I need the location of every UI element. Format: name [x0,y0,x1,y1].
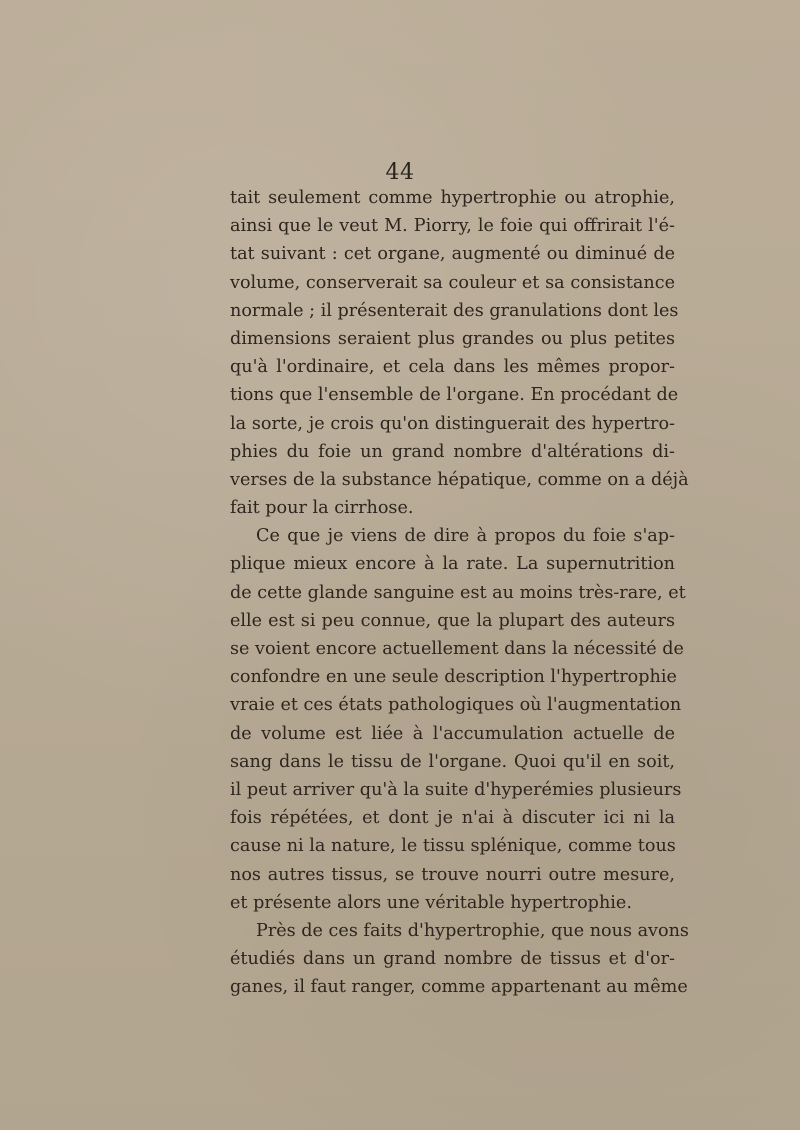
body-text [230,184,689,1001]
text-line: plique mieux encore à la rate. La supernutrition [230,554,675,575]
text-line: elle est si peu connue, que la plupart des auteurs [230,610,675,631]
text-line: ganes, il faut ranger, comme appartenant au même [230,977,688,998]
text-line: de volume est liée à l'accumulation actuelle de [230,723,675,744]
text-line: de cette glande sanguine est au moins très-rare, et [230,582,686,603]
text-line: ainsi que le veut M. Piorry, le foie qui offrirait l'é- [230,216,675,237]
text-line: dimensions seraient plus grandes ou plus petites [230,328,675,349]
page-number: 44 [385,160,415,185]
text-line: vraie et ces états pathologiques où l'augmentation [230,695,682,716]
text-line: qu'à l'ordinaire, et cela dans les mêmes propor- [230,357,675,378]
text-line: cause ni la nature, le tissu splénique, comme tous [230,836,676,857]
text-line: confondre en une seule description l'hypertrophie [230,667,677,688]
paragraph-start-line: Près de ces faits d'hypertrophie, que nous avons [256,920,689,941]
text-line: fois répétées, et dont je n'ai à discuter ici ni la [230,808,675,829]
text-line: tait seulement comme hypertrophie ou atrophie, [230,188,675,208]
text-line: sang dans le tissu de l'organe. Quoi qu'il en soit, [230,751,675,772]
text-line: nos autres tissus, se trouve nourri outre mesure, [230,864,675,885]
text-line: il peut arriver qu'à la suite d'hyperémies plusieurs [230,779,682,800]
text-line: et présente alors une véritable hypertrophie. [230,892,632,913]
text-line: tions que l'ensemble de l'organe. En procédant de [230,385,679,406]
text-line: verses de la substance hépatique, comme on a déjà [230,469,689,490]
text-line: volume, conserverait sa couleur et sa consistance [230,272,675,293]
text-line: la sorte, je crois qu'on distinguerait des hypertro- [230,413,675,434]
text-line: fait pour la cirrhose. [230,498,414,519]
paragraph-start-line: Ce que je viens de dire à propos du foie s'ap- [256,526,675,547]
text-line: normale ; il présenterait des granulations dont les [230,300,679,321]
text-line: tat suivant : cet organe, augmenté ou diminué de [230,244,675,265]
text-line: étudiés dans un grand nombre de tissus et d'or- [230,949,675,970]
text-line: se voient encore actuellement dans la nécessité de [230,639,684,659]
text-line: phies du foie un grand nombre d'altérations di- [230,441,675,462]
